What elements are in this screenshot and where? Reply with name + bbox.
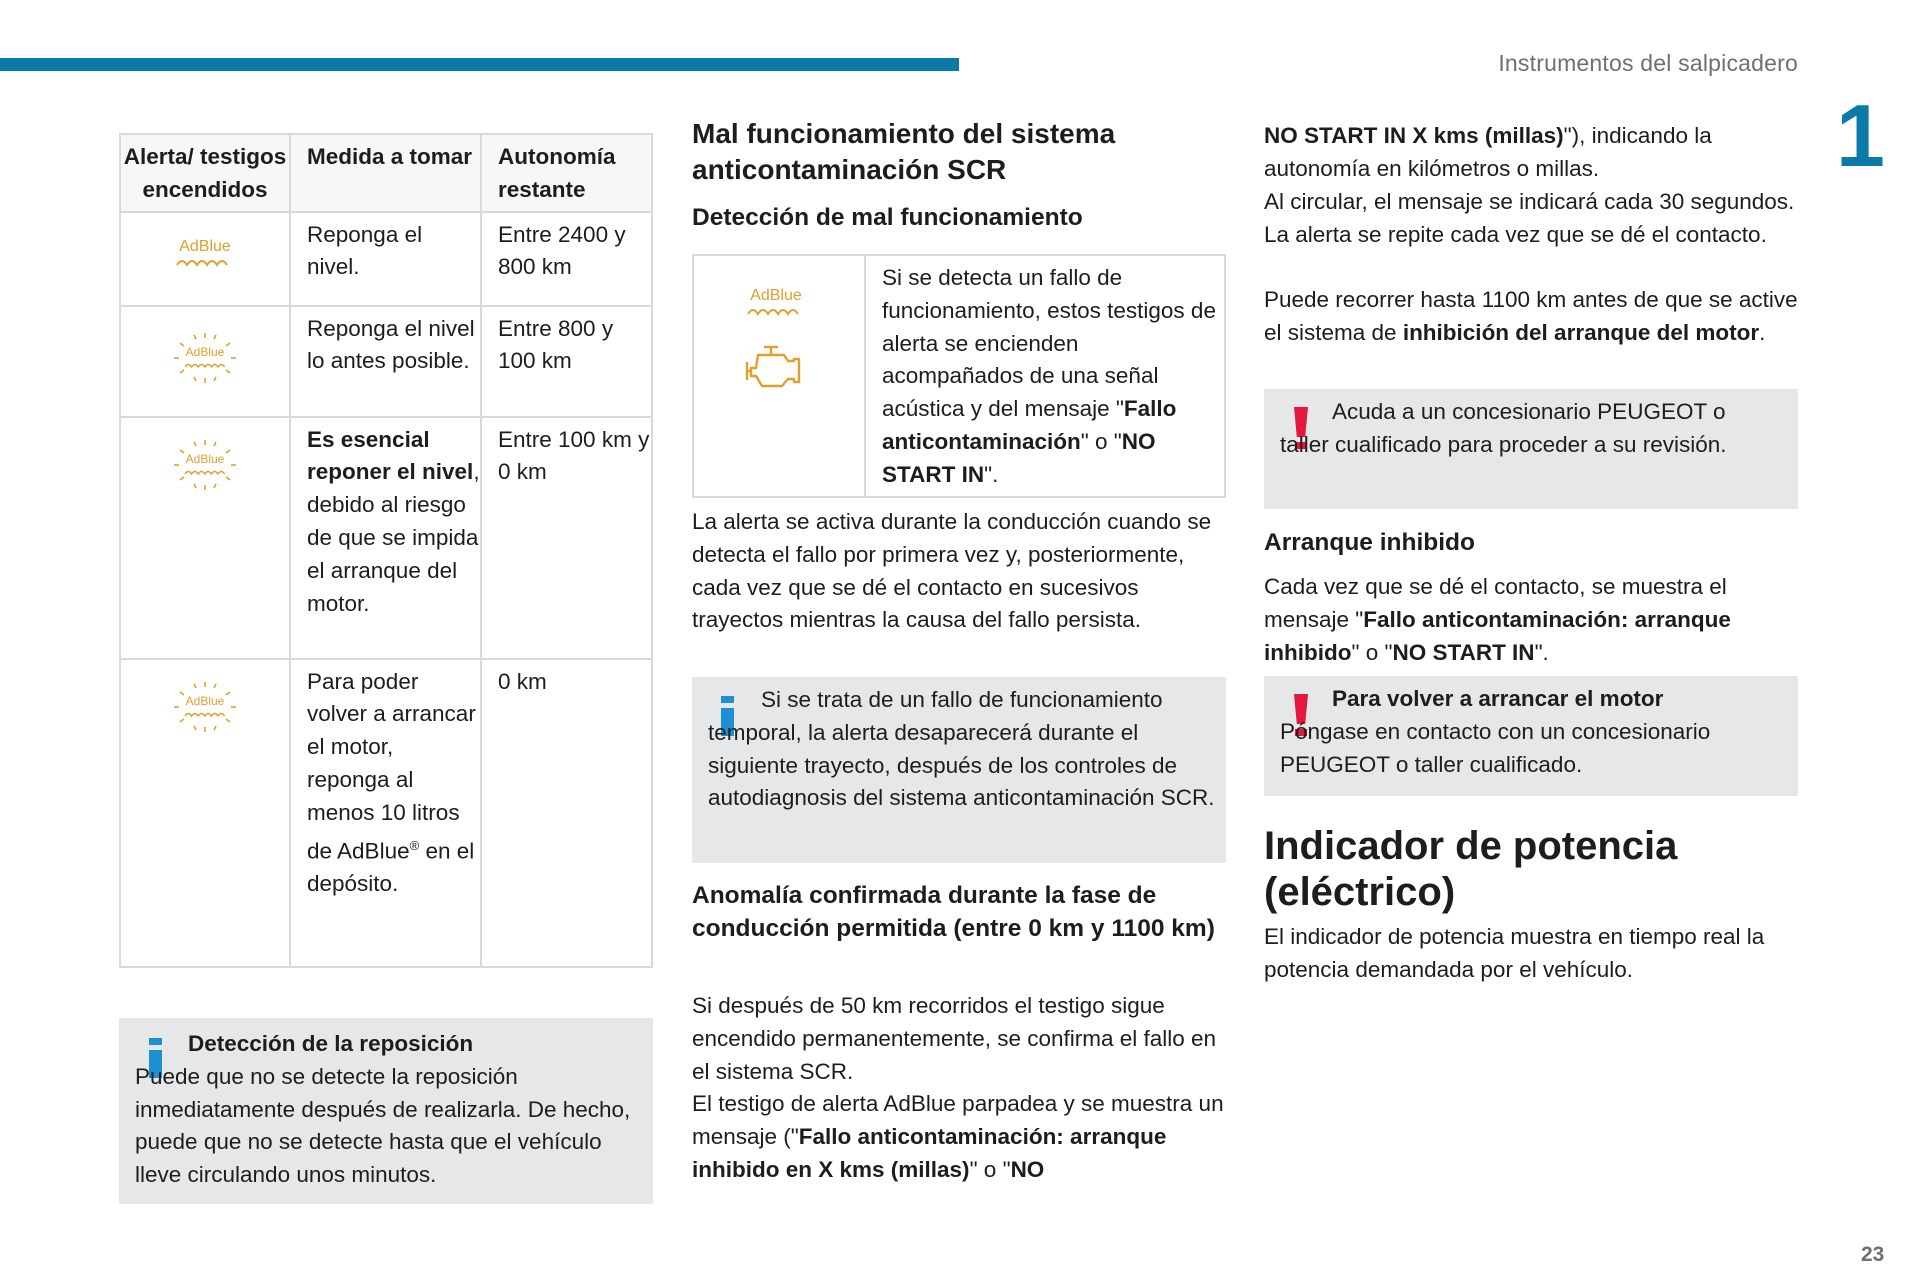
warning-title: Para volver a arrancar el motor	[1332, 686, 1664, 711]
svg-text:AdBlue: AdBlue	[750, 287, 802, 304]
page-number: 23	[1861, 1243, 1885, 1266]
action-text: Para poder volver a arrancar el motor, reponga al menos 10 litros de AdBlue	[307, 668, 476, 864]
column-header-alert: Alerta/ testigos encendidos	[120, 134, 290, 212]
action-cell: Reponga el nivel.	[290, 212, 481, 306]
text-part: " o "	[1351, 639, 1393, 665]
text-part: Si se detecta un fallo de funcionamiento, estos testigos de alerta se encienden acompañados de una señal acústica y del mensaje "	[882, 265, 1216, 422]
text-part: ".	[1534, 639, 1549, 665]
adblue-flashing-icon	[172, 680, 238, 744]
range-cell: Entre 2400 y 800 km	[481, 212, 652, 306]
info-note-text: Si se trata de un fallo de funcionamiento temporal, la alerta desaparecerá durante el siguiente trayecto, después de los controles de autodiagnosis del sistema anticontaminación SCR.	[708, 687, 1215, 811]
anomaly-paragraph-1: Si después de 50 km recorridos el testigo sigue encendido permanentemente, se confirma el fallo en el sistema SCR.	[692, 993, 1217, 1084]
registered-mark: ®	[409, 837, 420, 853]
message-no-start: NO START IN	[1392, 639, 1535, 665]
warning-note-restart	[1264, 676, 1798, 796]
warning-text: Póngase en contacto con un concesionario PEUGEOT o taller cualificado.	[1280, 718, 1711, 777]
power-indicator-text: El indicador de potencia muestra en tiempo real la potencia demandada por el vehículo.	[1264, 924, 1765, 982]
action-cell: Reponga el nivel lo antes posible.	[290, 306, 481, 417]
svg-text:AdBlue: AdBlue	[179, 237, 231, 255]
table-row	[120, 659, 652, 967]
scr-section-title: Mal funcionamiento del sistema anticontaminación SCR	[692, 118, 1116, 185]
message-no-start-kms: NO START IN X kms (millas)	[1264, 123, 1564, 148]
action-cell	[290, 659, 481, 967]
info-note-scr	[692, 677, 1226, 863]
power-indicator-title: Indicador de potencia (eléctrico)	[1264, 824, 1678, 914]
box-divider	[864, 256, 866, 496]
text-part: " o "	[1080, 428, 1122, 454]
warning-note-text: Acuda a un concesionario PEUGEOT o taller cualificado para proceder a su revisión.	[1280, 399, 1727, 457]
text-part: " o "	[969, 1156, 1011, 1182]
adblue-icon	[744, 286, 808, 325]
column-header-range: Autonomía restante	[481, 134, 652, 212]
alert-icon-cell	[120, 212, 290, 306]
note-text: Puede que no se detecte la reposición inmediatamente después de realizarla. De hecho, puede que no se detecte hasta que el vehículo lleve circulando unos minutos.	[135, 1063, 631, 1188]
adblue-icon	[173, 237, 237, 281]
text-part: El testigo de alerta AdBlue parpadea y se muestra un mensaje ("	[692, 1091, 1224, 1149]
scr-warning-text	[882, 262, 1222, 492]
anomaly-paragraph-2-start: El testigo de alerta AdBlue parpadea y se muestra un mensaje ("Fallo anticontaminación: arranque inhibido en X kms (millas)" o "NO	[692, 1091, 1224, 1182]
alert-icon-cell	[120, 306, 290, 417]
text-part: .	[1759, 319, 1766, 345]
anomaly-paragraph-2-end	[1264, 120, 1798, 186]
table-row	[120, 417, 652, 659]
text-part: ".	[984, 461, 999, 487]
table-row	[120, 306, 652, 417]
table-row	[120, 212, 652, 306]
adblue-flashing-icon	[172, 438, 238, 502]
action-rest: , debido al riesgo de que se impida el arranque del motor.	[307, 459, 480, 616]
message-fallo: Fallo anticontaminación	[882, 396, 1177, 454]
text-part: Cada vez que se dé el contacto, se muestra el mensaje "	[1264, 574, 1727, 632]
scr-subtitle: Detección de mal funcionamiento	[692, 204, 1083, 231]
alert-icon-cell	[120, 659, 290, 967]
section-header-title: Instrumentos del salpicadero	[1498, 50, 1798, 76]
engine-check-icon	[744, 344, 802, 395]
message-arranque-inhibido: Fallo anticontaminación: arranque inhibido	[1264, 606, 1731, 665]
scr-paragraph: La alerta se activa durante la conducción cuando se detecta el fallo por primera vez y, posteriormente, cada vez que se dé el contacto en sucesivos trayectos mientras la causa del fallo persista.	[692, 509, 1212, 633]
adblue-flashing-icon	[172, 331, 238, 395]
svg-text:AdBlue: AdBlue	[185, 344, 225, 359]
anomaly-title: Anomalía confirmada durante la fase de conducción permitida (entre 0 km y 1100 km)	[692, 882, 1215, 942]
text-part: "), indicando la autonomía en kilómetros o millas.	[1264, 123, 1712, 181]
range-cell: Entre 100 km y 0 km	[481, 417, 652, 659]
table-header-row	[120, 134, 652, 212]
warning-note-revision	[1264, 389, 1798, 509]
scr-warning-box	[692, 254, 1226, 498]
inhibition-emphasis: inhibición del arranque del motor	[1402, 319, 1760, 345]
column-header-action: Medida a tomar	[290, 134, 481, 212]
action-emphasis: Es esencial reponer el nivel	[307, 426, 474, 485]
svg-text:AdBlue: AdBlue	[185, 693, 225, 708]
anomaly-paragraph-3: Al circular, el mensaje se indicará cada 30 segundos. La alerta se repite cada vez que se dé el contacto.	[1264, 189, 1795, 247]
message-fallo-inhibido: Fallo anticontaminación: arranque inhibido en X kms (millas)	[692, 1123, 1167, 1182]
adblue-alert-table	[119, 133, 653, 968]
arranque-title: Arranque inhibido	[1264, 529, 1475, 556]
range-cell: Entre 800 y 100 km	[481, 306, 652, 417]
alert-icon-cell	[120, 417, 290, 659]
message-no-start: NO START IN	[882, 428, 1156, 487]
anomaly-paragraph-4	[1264, 284, 1798, 350]
svg-text:AdBlue: AdBlue	[185, 451, 225, 466]
header-accent-bar	[0, 58, 959, 71]
range-cell: 0 km	[481, 659, 652, 967]
action-cell	[290, 417, 481, 659]
info-note-reposicion	[119, 1018, 653, 1204]
arranque-paragraph	[1264, 571, 1798, 669]
action-text-end: en el depósito.	[307, 838, 475, 896]
note-title: Detección de la reposición	[188, 1031, 474, 1056]
chapter-number: 1	[1836, 86, 1885, 185]
text-part: Puede recorrer hasta 1100 km antes de que se active el sistema de	[1264, 287, 1798, 345]
